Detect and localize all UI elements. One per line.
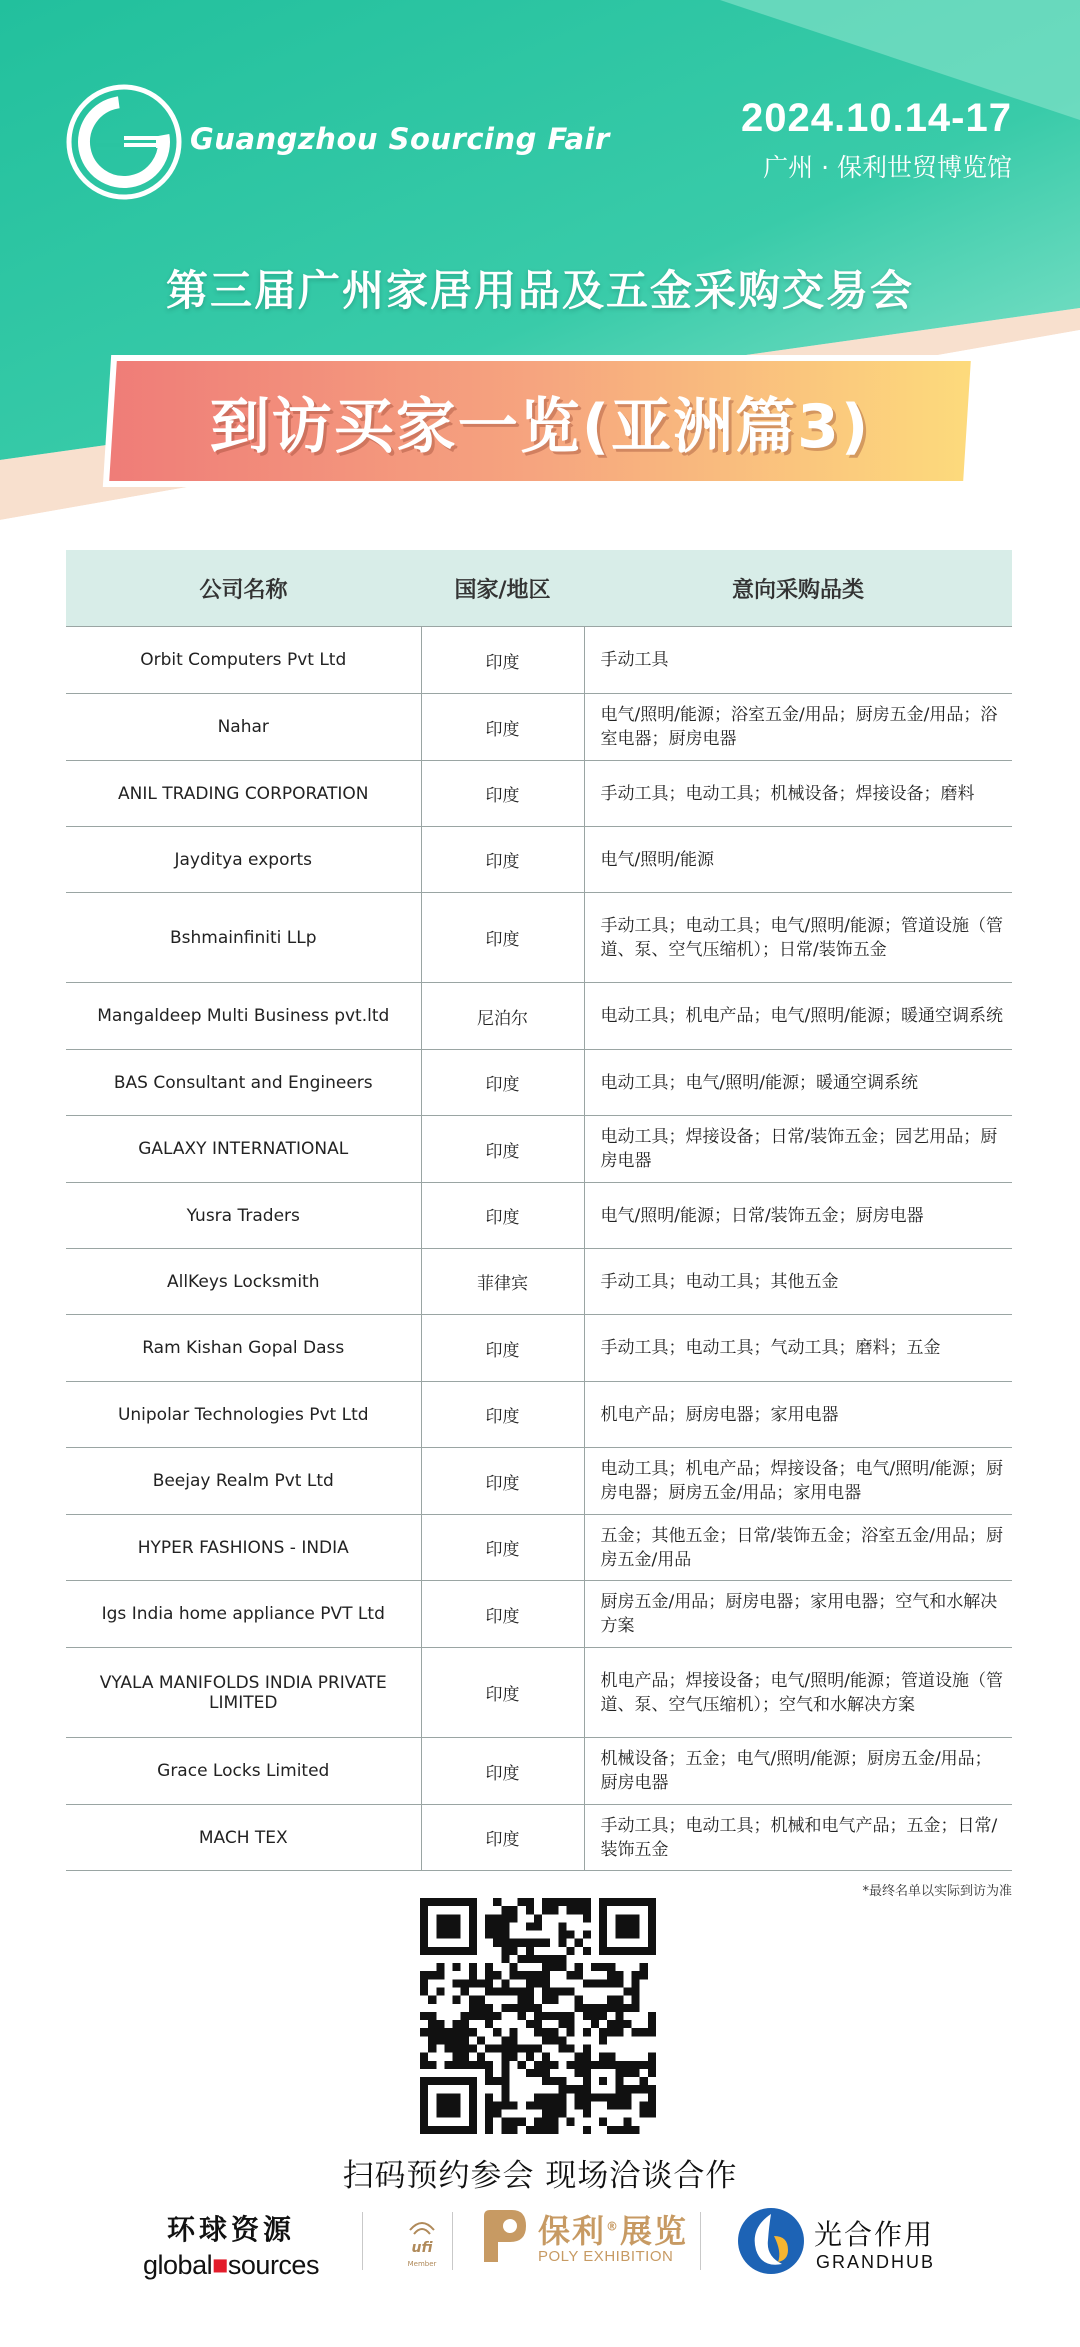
country-cell: 印度 bbox=[421, 1382, 584, 1448]
company-cell: VYALA MANIFOLDS INDIA PRIVATE LIMITED bbox=[66, 1648, 421, 1738]
category-cell: 电动工具；机电产品；焊接设备；电气/照明/能源；厨房电器；厨房五金/用品；家用电器 bbox=[584, 1448, 1012, 1515]
category-cell: 电动工具；电气/照明/能源；暖通空调系统 bbox=[584, 1050, 1012, 1116]
category-cell: 厨房五金/用品；厨房电器；家用电器；空气和水解决方案 bbox=[584, 1581, 1012, 1648]
table-row bbox=[66, 1448, 1012, 1515]
divider bbox=[362, 2212, 363, 2270]
registered-mark-icon: ® bbox=[606, 2219, 621, 2234]
event-venue: 广州 · 保利世贸博览馆 bbox=[763, 153, 1012, 182]
category-cell: 手动工具；电动工具；电气/照明/能源；管道设施（管道、泵、空气压缩机）；日常/装饰五金 bbox=[584, 893, 1012, 983]
svg-text:ufi: ufi bbox=[411, 2240, 433, 2256]
country-cell: 印度 bbox=[421, 1315, 584, 1382]
company-cell: MACH TEX bbox=[66, 1805, 421, 1871]
table-row bbox=[66, 1648, 1012, 1738]
table-row bbox=[66, 893, 1012, 983]
country-cell: 印度 bbox=[421, 827, 584, 893]
company-cell: Ram Kishan Gopal Dass bbox=[66, 1315, 421, 1382]
ufi-member-logo bbox=[402, 2212, 442, 2272]
company-cell: AllKeys Locksmith bbox=[66, 1249, 421, 1315]
country-cell: 印度 bbox=[421, 1515, 584, 1581]
company-cell: Mangaldeep Multi Business pvt.ltd bbox=[66, 983, 421, 1050]
global-sources-en-b: sources bbox=[227, 2250, 319, 2280]
company-cell: ANIL TRADING CORPORATION bbox=[66, 761, 421, 827]
category-cell: 手动工具；电动工具；其他五金 bbox=[584, 1249, 1012, 1315]
divider bbox=[452, 2212, 453, 2270]
footnote: *最终名单以实际到访为准 bbox=[862, 1884, 1012, 1899]
table-row bbox=[66, 1382, 1012, 1448]
company-cell: Jayditya exports bbox=[66, 827, 421, 893]
company-cell: Igs India home appliance PVT Ltd bbox=[66, 1581, 421, 1648]
category-cell: 电气/照明/能源 bbox=[584, 827, 1012, 893]
grandhub-en: GRANDHUB bbox=[816, 2252, 936, 2272]
company-cell: HYPER FASHIONS - INDIA bbox=[66, 1515, 421, 1581]
buyer-table bbox=[66, 550, 1012, 1871]
company-cell: Orbit Computers Pvt Ltd bbox=[66, 627, 421, 694]
table-row bbox=[66, 1738, 1012, 1805]
category-cell: 机电产品；厨房电器；家用电器 bbox=[584, 1382, 1012, 1448]
table-row bbox=[66, 983, 1012, 1050]
category-cell: 手动工具；电动工具；机械设备；焊接设备；磨料 bbox=[584, 761, 1012, 827]
company-cell: Bshmainfiniti LLp bbox=[66, 893, 421, 983]
category-cell: 手动工具；电动工具；机械和电气产品；五金；日常/装饰五金 bbox=[584, 1805, 1012, 1871]
column-header-category: 意向采购品类 bbox=[584, 550, 1012, 627]
country-cell: 印度 bbox=[421, 1648, 584, 1738]
svg-text:Member: Member bbox=[407, 2260, 437, 2268]
qr-code[interactable] bbox=[420, 1898, 656, 2134]
poly-exhibition-en: POLY EXHIBITION bbox=[538, 2248, 674, 2265]
company-cell: BAS Consultant and Engineers bbox=[66, 1050, 421, 1116]
grandhub-logo bbox=[736, 2206, 806, 2276]
column-header-company: 公司名称 bbox=[66, 550, 421, 627]
company-cell: Nahar bbox=[66, 694, 421, 761]
company-cell: Beejay Realm Pvt Ltd bbox=[66, 1448, 421, 1515]
table-row bbox=[66, 1581, 1012, 1648]
category-cell: 手动工具；电动工具；气动工具；磨料；五金 bbox=[584, 1315, 1012, 1382]
event-date: 2024.10.14-17 bbox=[740, 96, 1012, 140]
country-cell: 印度 bbox=[421, 694, 584, 761]
poly-exhibition-cn bbox=[538, 2206, 688, 2252]
country-cell: 印度 bbox=[421, 1448, 584, 1515]
company-cell: GALAXY INTERNATIONAL bbox=[66, 1116, 421, 1183]
category-cell: 机械设备；五金；电气/照明/能源；厨房五金/用品；厨房电器 bbox=[584, 1738, 1012, 1805]
country-cell: 印度 bbox=[421, 1805, 584, 1871]
slogan: 扫码预约参会 现场洽谈合作 bbox=[342, 2158, 738, 2194]
grandhub-cn: 光合作用 bbox=[814, 2218, 935, 2251]
category-cell: 电气/照明/能源；日常/装饰五金；厨房电器 bbox=[584, 1183, 1012, 1249]
table-row bbox=[66, 1050, 1012, 1116]
category-cell: 电动工具；机电产品；电气/照明/能源；暖通空调系统 bbox=[584, 983, 1012, 1050]
global-sources-cn: 环球资源 bbox=[166, 2213, 295, 2246]
table-row bbox=[66, 1183, 1012, 1249]
global-sources-en-a: global bbox=[143, 2250, 213, 2280]
guangzhou-sourcing-fair-logo bbox=[66, 84, 182, 200]
category-cell: 五金；其他五金；日常/装饰五金；浴室五金/用品；厨房五金/用品 bbox=[584, 1515, 1012, 1581]
poly-cn-b: 展览 bbox=[620, 2212, 689, 2250]
category-cell: 手动工具 bbox=[584, 627, 1012, 694]
poly-exhibition-logo bbox=[476, 2206, 532, 2266]
table-header-row bbox=[66, 550, 1012, 627]
poly-cn-a: 保利 bbox=[538, 2212, 607, 2250]
country-cell: 印度 bbox=[421, 761, 584, 827]
global-sources-logo bbox=[136, 2208, 326, 2281]
country-cell: 印度 bbox=[421, 893, 584, 983]
category-cell: 电动工具；焊接设备；日常/装饰五金；园艺用品；厨房电器 bbox=[584, 1116, 1012, 1183]
category-cell: 机电产品；焊接设备；电气/照明/能源；管道设施（管道、泵、空气压缩机）；空气和水解决方案 bbox=[584, 1648, 1012, 1738]
table-row bbox=[66, 627, 1012, 694]
table-row bbox=[66, 1249, 1012, 1315]
table-row bbox=[66, 1315, 1012, 1382]
fair-title: 第三届广州家居用品及五金采购交易会 bbox=[165, 266, 914, 315]
global-sources-en bbox=[136, 2250, 326, 2281]
company-cell: Yusra Traders bbox=[66, 1183, 421, 1249]
country-cell: 印度 bbox=[421, 627, 584, 694]
table-row bbox=[66, 1116, 1012, 1183]
country-cell: 印度 bbox=[421, 1581, 584, 1648]
country-cell: 印度 bbox=[421, 1738, 584, 1805]
divider bbox=[700, 2212, 701, 2270]
country-cell: 印度 bbox=[421, 1116, 584, 1183]
company-cell: Grace Locks Limited bbox=[66, 1738, 421, 1805]
country-cell: 菲律宾 bbox=[421, 1249, 584, 1315]
table-row bbox=[66, 1515, 1012, 1581]
table-row bbox=[66, 1805, 1012, 1871]
country-cell: 印度 bbox=[421, 1183, 584, 1249]
table-row bbox=[66, 827, 1012, 893]
country-cell: 尼泊尔 bbox=[421, 983, 584, 1050]
column-header-country: 国家/地区 bbox=[421, 550, 584, 627]
brand-name: Guangzhou Sourcing Fair bbox=[190, 122, 610, 156]
company-cell: Unipolar Technologies Pvt Ltd bbox=[66, 1382, 421, 1448]
country-cell: 印度 bbox=[421, 1050, 584, 1116]
table-row bbox=[66, 761, 1012, 827]
category-cell: 电气/照明/能源；浴室五金/用品；厨房五金/用品；浴室电器；厨房电器 bbox=[584, 694, 1012, 761]
banner-title: 到访买家一览(亚洲篇3) bbox=[209, 392, 871, 462]
red-dot-icon: ■ bbox=[212, 2250, 228, 2280]
table-row bbox=[66, 694, 1012, 761]
